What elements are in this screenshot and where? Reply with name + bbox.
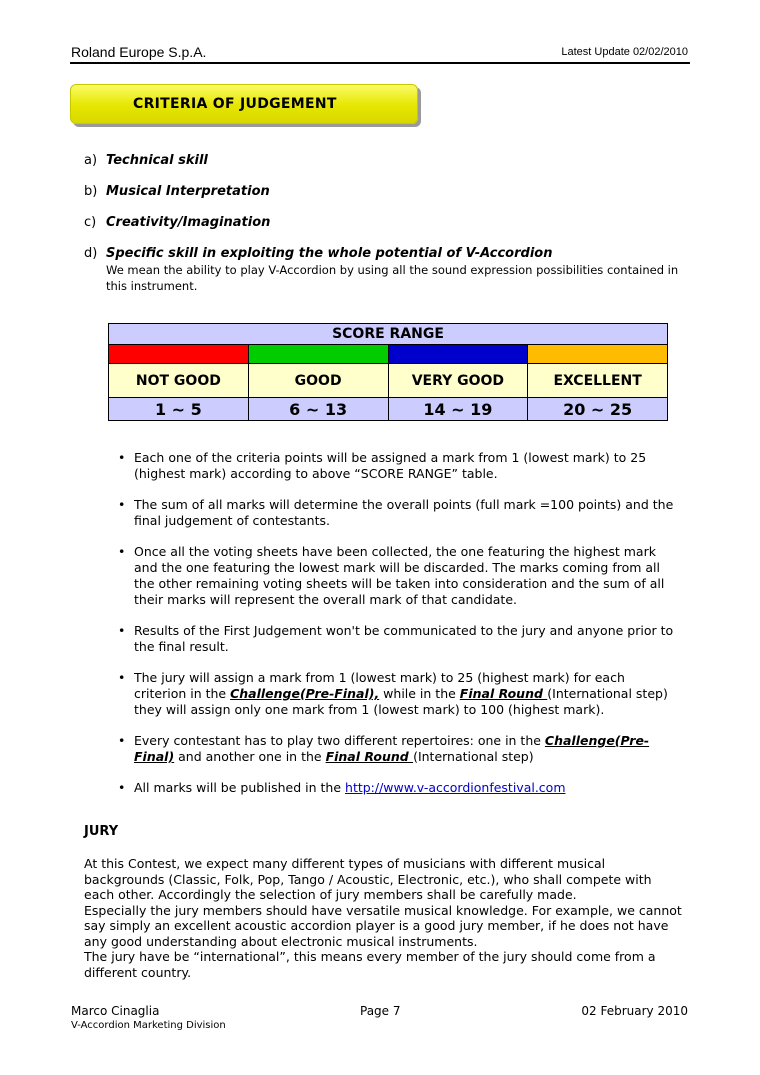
criterion-letter: a) <box>84 153 98 168</box>
rule-text: The jury will assign a mark from 1 (lowest mark) to 25 (highest mark) for each criterion in the <box>134 670 625 701</box>
footer-author: Marco Cinaglia <box>71 1004 160 1018</box>
criterion-name: Specific skill in exploiting the whole potential of V-Accordion <box>106 246 553 261</box>
color-swatch-excellent <box>528 345 668 364</box>
criterion-a <box>84 153 208 168</box>
criterion-d <box>84 246 552 261</box>
score-range-good: 6 ~ 13 <box>248 398 388 421</box>
rule-item: • The sum of all marks will determine the overall points (full mark =100 points) and the final judgement of contestants. <box>116 497 676 529</box>
score-range-row <box>109 398 668 421</box>
jury-paragraph: At this Contest, we expect many different types of musicians with different musical backgrounds (Classic, Folk, Pop, Tango / Acoustic, Electronic, etc.), who shall compete with each other. Accordingly the selection of jury members shall be carefully made. <box>84 856 652 902</box>
jury-paragraph: The jury have be “international”, this means every member of the jury should come from a different country. <box>84 949 656 980</box>
rule-item: • Results of the First Judgement won't be communicated to the jury and anyone prior to the final result. <box>116 623 676 655</box>
final-round-term: Final Round <box>459 686 548 701</box>
criterion-letter: b) <box>84 184 98 199</box>
criterion-d-description: We mean the ability to play V-Accordion by using all the sound expression possibilities contained in this instrument. <box>106 263 679 293</box>
score-label-good: GOOD <box>248 364 388 398</box>
rule-text: All marks will be published in the <box>134 780 346 795</box>
challenge-term: Challenge(Pre-Final) <box>134 733 650 764</box>
rules-list <box>116 450 676 811</box>
footer-division: V-Accordion Marketing Division <box>71 1020 226 1031</box>
jury-body <box>84 856 684 980</box>
rule-text: and another one in the <box>174 749 326 764</box>
jury-heading: JURY <box>84 824 119 839</box>
criterion-name: Technical skill <box>106 153 208 168</box>
challenge-term: Challenge(Pre-Final), <box>230 686 380 701</box>
banner-title: CRITERIA OF JUDGEMENT <box>133 96 337 112</box>
criterion-b <box>84 184 270 199</box>
rule-item <box>116 780 676 796</box>
rule-item <box>116 670 676 718</box>
criterion-name: Creativity/Imagination <box>106 215 271 230</box>
criterion-c <box>84 215 270 230</box>
final-round-term: Final Round <box>325 749 414 764</box>
score-table-title: SCORE RANGE <box>109 324 668 345</box>
score-range-not-good: 1 ~ 5 <box>109 398 249 421</box>
header-update-date: Latest Update 02/02/2010 <box>561 46 688 58</box>
criterion-letter: d) <box>84 246 98 261</box>
rule-text: Every contestant has to play two different repertoires: one in the <box>134 733 545 748</box>
rule-text: (International step) they will assign only one mark from 1 (lowest mark) to 100 (highest mark). <box>134 686 668 717</box>
rule-text: (International step) <box>413 749 534 764</box>
rule-item <box>116 733 676 765</box>
jury-paragraph: Especially the jury members should have versatile musical knowledge. For example, we cannot say simply an excellent acoustic accordion player is a good jury member, if he does not have any good understanding about electronic musical instruments. <box>84 902 682 949</box>
footer-page-number: Page 7 <box>360 1004 401 1018</box>
score-color-row <box>109 345 668 364</box>
score-range-very-good: 14 ~ 19 <box>388 398 528 421</box>
rule-item: • Each one of the criteria points will be assigned a mark from 1 (lowest mark) to 25 (highest mark) according to above “SCORE RANGE” table. <box>116 450 676 482</box>
score-label-excellent: EXCELLENT <box>528 364 668 398</box>
section-banner <box>70 84 418 124</box>
rule-item: • Once all the voting sheets have been collected, the one featuring the highest mark and the one featuring the lowest mark will be discarded. The marks coming from all the other remaining voting sheets will be taken into consideration and the sum of all their marks will represent the overall mark of that candidate. <box>116 544 676 608</box>
festival-website-link[interactable]: http://www.v-accordionfestival.com <box>345 780 566 795</box>
header-company: Roland Europe S.p.A. <box>71 44 207 60</box>
score-range-excellent: 20 ~ 25 <box>528 398 668 421</box>
score-range-table <box>108 323 668 421</box>
criterion-letter: c) <box>84 215 97 230</box>
score-table-title-row <box>109 324 668 345</box>
score-label-row <box>109 364 668 398</box>
criterion-name: Musical Interpretation <box>106 184 270 199</box>
color-swatch-not-good <box>109 345 249 364</box>
header-divider <box>70 62 690 64</box>
footer-date: 02 February 2010 <box>581 1004 688 1018</box>
color-swatch-very-good <box>388 345 528 364</box>
color-swatch-good <box>248 345 388 364</box>
rule-text: while in the <box>379 686 460 701</box>
score-label-very-good: VERY GOOD <box>388 364 528 398</box>
score-label-not-good: NOT GOOD <box>109 364 249 398</box>
